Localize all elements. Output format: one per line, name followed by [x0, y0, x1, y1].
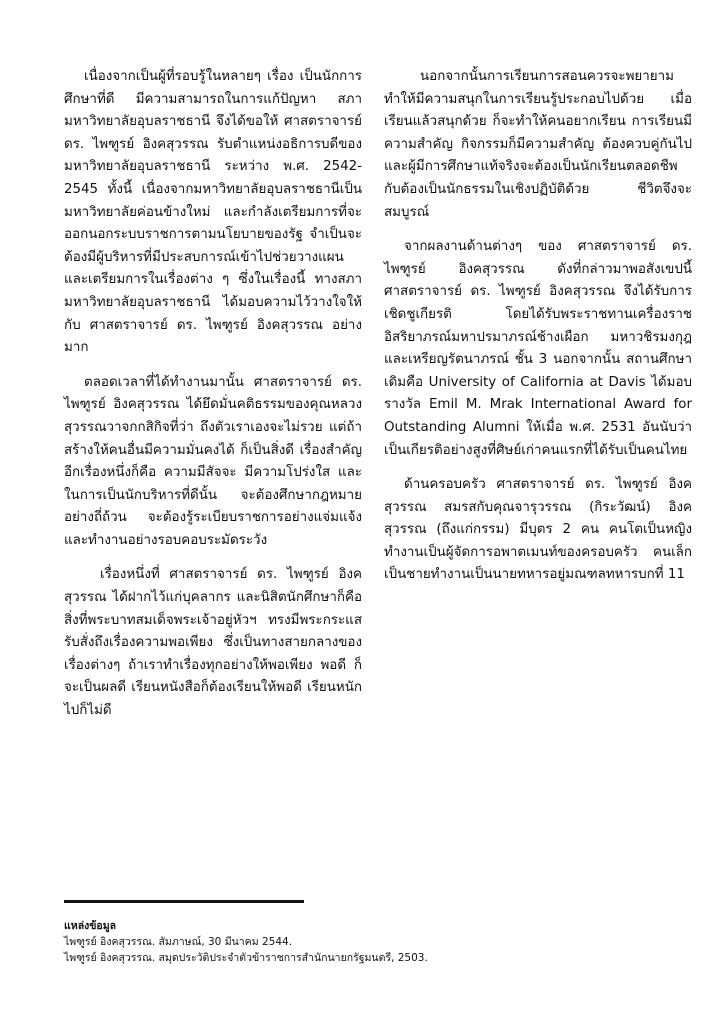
left-column [64, 66, 362, 735]
footnote-divider [64, 900, 304, 903]
reference-item: ไพฑูรย์ อิงคสุวรรณ. สัมภาษณ์, 30 มีนาคม 2544. [64, 936, 293, 948]
paragraph: จากผลงานด้านต่างๆ ของ ศาสตราจารย์ ดร. ไพฑูรย์ อิงคสุวรรณ ดังที่กล่าวมาพอสังเขปนี้ ศาสตราจารย์ ดร. ไพฑูรย์ อิงคสุวรรณ จึงได้รับการเชิดชูเกียรติ โดยได้รับพระราชทานเครื่องราชอิสริยาภรณ์มหาปรมาภรณ์ช้างเผือก มหาวชิรมงกุฎ และเหรียญรัตนาภรณ์ ชั้น 3 นอกจากนั้น สถานศึกษาเดิมคือ University of California at Davis ได้มอบรางวัล Emil M. Mrak International Award for Outstanding Alumni ให้เมื่อ พ.ศ. 2531 อันนับว่าเป็นเกียรติอย่างสูงที่ศิษย์เก่าคนแรกที่ได้รับเป็นคนไทย [384, 239, 692, 458]
references-heading: แหล่งข้อมูล [64, 920, 117, 932]
references-section [64, 918, 704, 966]
paragraph: เรื่องหนึ่งที่ ศาสตราจารย์ ดร. ไพฑูรย์ อิงคสุวรรณ ได้ฝากไว้แก่บุคลากร และนิสิตนักศึกษาก็คือ สิ่งที่พระบาทสมเด็จพระเจ้าอยู่หัวฯ ทรงมีพระกระแสรับสั่งถึงเรื่องความพอเพียง ซึ่งเป็นทางสายกลางของเรื่องต่างๆ ถ้าเราทำเรื่องทุกอย่างให้พอเพียง พอดี ก็จะเป็นผลดี เรียนหนังสือก็ต้องเรียนให้พอดี เรียนหนักไปก็ไม่ดี [64, 567, 362, 719]
right-column [384, 66, 692, 599]
paragraph: นอกจากนั้นการเรียนการสอนควรจะพยายามทำให้มีความสนุกในการเรียนรู้ประกอบไปด้วย เมื่อเรียนแล้วสนุกด้วย ก็จะทำให้คนอยากเรียน การเรียนมีความสำคัญ กิจกรรมก็มีความสำคัญ ต้องควบคู่กันไป และผู้มีการศึกษาแท้จริงจะต้องเป็นนักเรียนตลอดชีพ กับต้องเป็นนักธรรมในเชิงปฏิบัติด้วย ชีวิตจึงจะสมบูรณ์ [384, 69, 692, 220]
paragraph: ด้านครอบครัว ศาสตราจารย์ ดร. ไพฑูรย์ อิงคสุวรรณ สมรสกับคุณจารุวรรณ (กิระวัฒน์) อิงคสุวรรณ (ถึงแก่กรรม) มีบุตร 2 คน คนโตเป็นหญิง ทำงานเป็นผู้จัดการอพาตเมนท์ของครอบครัว คนเล็กเป็นชายทำงานเป็นนายทหารอยู่มณฑลทหารบกที่ 11 [384, 477, 692, 583]
paragraph: เนื่องจากเป็นผู้ที่รอบรู้ในหลายๆ เรื่อง เป็นนักการศึกษาที่ดี มีความสามารถในการแก้ปัญหา สภามหาวิทยาลัยอุบลราชธานี จึงได้ขอให้ ศาสตราจารย์ ดร. ไพฑูรย์ อิงคสุวรรณ รับตำแหน่งอธิการบดีของมหาวิทยาลัยอุบลราชธานี ระหว่าง พ.ศ. 2542-2545 ทั้งนี้ เนื่องจากมหาวิทยาลัยอุบลราชธานีเป็นมหาวิทยาลัยค่อนข้างใหม่ และกำลังเตรียมการที่จะออกนอกระบบราชการตามนโยบายของรัฐ จำเป็นจะต้องมีผู้บริหารที่มีประสบการณ์เข้าไปช่วยวางแผนและเตรียมการในเรื่องต่าง ๆ ซึ่งในเรื่องนี้ ทางสภามหาวิทยาลัยอุบลราชธานี ได้มอบความไว้วางใจให้กับ ศาสตราจารย์ ดร. ไพฑูรย์ อิงคสุวรรณ อย่างมาก [64, 69, 362, 356]
reference-item: ไพฑูรย์ อิงคสุวรรณ. สมุดประวัติประจำตัวข้าราชการสำนักนายกรัฐมนตรี, 2503. [64, 952, 428, 964]
paragraph: ตลอดเวลาที่ได้ทำงานมานั้น ศาสตราจารย์ ดร. ไพฑูรย์ อิงคสุวรรณ ได้ยึดมั่นคติธรรมของคุณหลวงสุวรรณวาจกกสิกิจที่ว่า ถึงตัวเราเองจะไม่รวย แต่ถ้าสร้างให้คนอื่นมีความมั่นคงได้ ก็เป็นสิ่งดี เรื่องสำคัญอีกเรื่องหนึ่งก็คือ ความมีสัจจะ มีความโปร่งใส และในการเป็นนักบริหารที่ดีนั้น จะต้องศึกษากฎหมายอย่างถี่ถ้วน จะต้องรู้ระเบียบราชการอย่างแจ่มแจ้ง และทำงานอย่างรอบคอบระมัดระวัง [64, 374, 362, 548]
